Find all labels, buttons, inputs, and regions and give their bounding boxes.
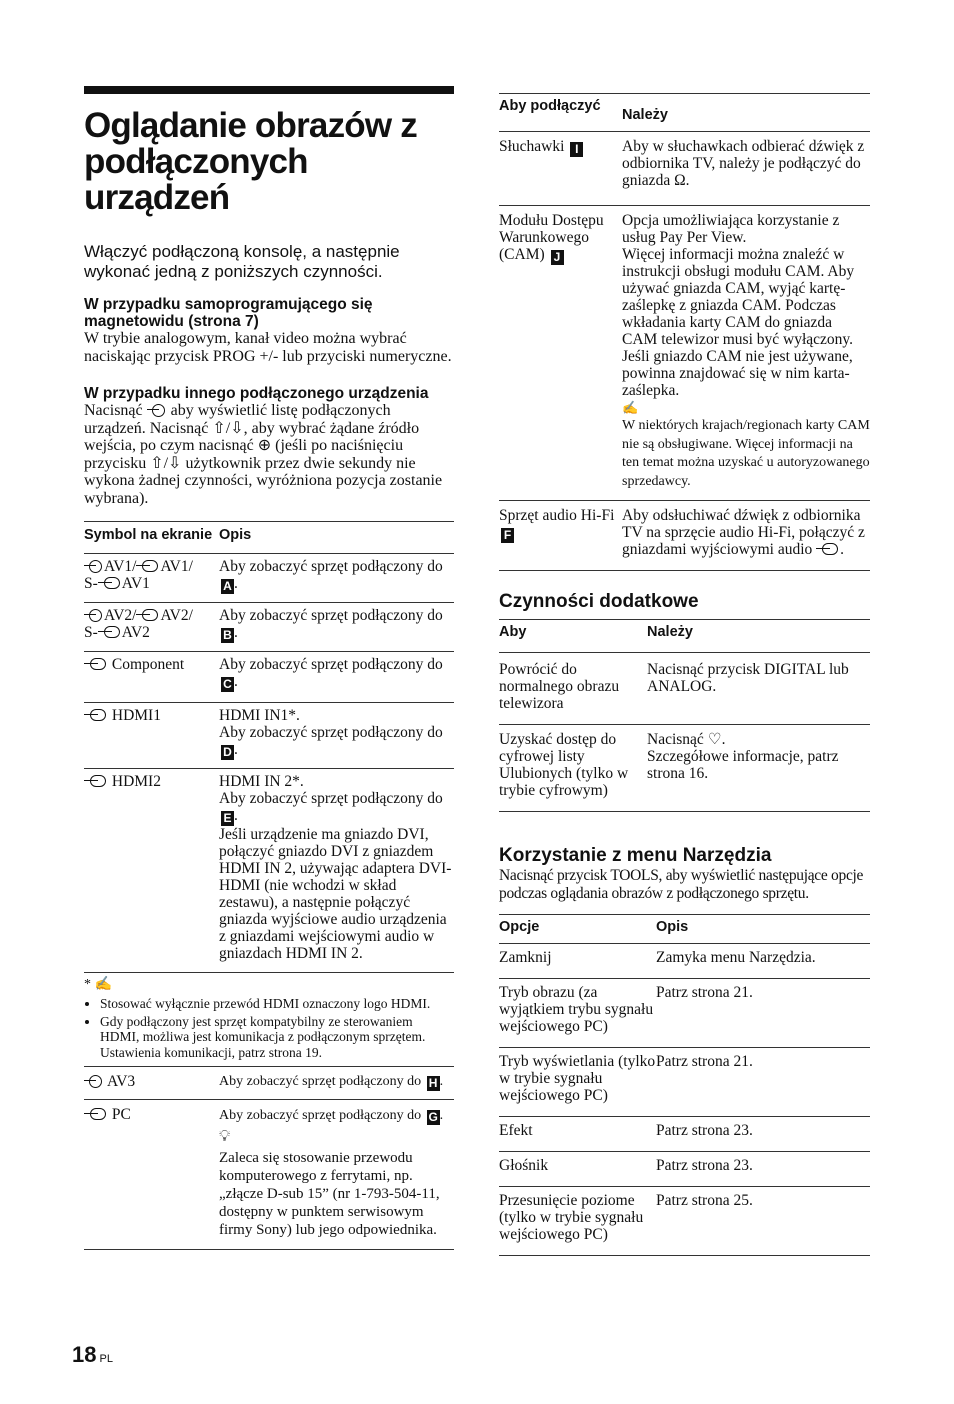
footnote-item: • Gdy podłączony jest sprzęt kompatybilny ze sterowaniem HDMI, możliwa jest komunikacja z podłączonym sprzętem. Ustawienia komunikacji, patrz strona 19. xyxy=(100,1014,454,1061)
vcr-body: W trybie analogowym, kanał video można wybrać naciskając przycisk PROG +/- lub przyciski numeryczne. xyxy=(84,330,452,365)
left-column xyxy=(84,86,454,1250)
table-row: Zamknij Zamyka menu Narzędzia. xyxy=(499,944,870,979)
symbol-table xyxy=(84,521,454,972)
tools-body: Nacisnąć przycisk TOOLS, aby wyświetlić następujące opcje podczas oglądania obrazów z podłączonego sprzętu. xyxy=(499,867,864,902)
header-desc: Opis xyxy=(219,522,454,554)
table-row-av3: AV3 Aby zobaczyć sprzęt podłączony do H . xyxy=(84,1067,454,1100)
table-row-headphones: Słuchawki I Aby w słuchawkach odbierać dźwięk z odbiornika TV, należy je podłączyć do gniazda Ω. xyxy=(499,132,870,206)
header-desc: Opis xyxy=(656,915,870,944)
table-row: Uzyskać dostęp do cyfrowej listy Ulubionych (tylko w trybie cyfrowym) Nacisnąć ♡. Szczegółowe informacje, patrz strona 16. xyxy=(499,725,870,812)
connector-label-box: B xyxy=(221,628,234,643)
video-icon xyxy=(98,576,122,590)
video-icon xyxy=(136,608,160,622)
table-row: Powrócić do normalnego obrazu telewizora Nacisnąć przycisk DIGITAL lub ANALOG. xyxy=(499,653,870,725)
connector-label-box: A xyxy=(221,579,234,594)
connector-label-box: F xyxy=(501,528,514,543)
header-options: Opcje xyxy=(499,915,656,944)
note-pencil-icon: ✍ xyxy=(94,977,112,992)
connector-label-box: D xyxy=(221,745,234,760)
intro-text: Włączyć podłączoną konsolę, a następnie wykonać jedną z poniższych czynności. xyxy=(84,242,400,281)
page-title: Oglądanie obrazów z podłączonych urządzeń xyxy=(84,106,417,217)
table-row-hifi: Sprzęt audio Hi-Fi F Aby odsłuchiwać dźwięk z odbiornika TV na sprzęcie audio Hi-Fi, połączyć z gniazdami wyjściowymi audio . xyxy=(499,501,870,571)
favourite-heart-icon: ♡ xyxy=(707,731,722,748)
header-nalezy: Należy xyxy=(647,620,870,653)
headphones-icon: Ω xyxy=(674,172,686,189)
header-action: Należy xyxy=(622,94,870,132)
connect-table xyxy=(499,93,870,571)
table-row-hdmi1: HDMI1 HDMI IN1*. Aby zobaczyć sprzęt podłączony do D . xyxy=(84,703,454,769)
table-row: Głośnik Patrz strona 23. xyxy=(499,1152,870,1187)
symbol-table-2 xyxy=(84,1066,454,1250)
table-row: Tryb obrazu (za wyjątkiem trybu sygnału wejściowego PC) Patrz strona 21. xyxy=(499,979,870,1048)
table-row: Tryb wyświetlania (tylko w trybie sygnału wejściowego PC) Patrz strona 21. xyxy=(499,1048,870,1117)
table-row-av2: AV2/ AV2/ S- AV2 Aby zobaczyć sprzęt podłączony do B . xyxy=(84,603,454,652)
input-icon xyxy=(84,559,104,573)
connector-label-box: H xyxy=(427,1076,440,1091)
vcr-heading: W przypadku samoprogramującego się magnetowidu (strona 7) xyxy=(84,296,373,330)
video-icon xyxy=(84,657,108,671)
footnote-item: • Stosować wyłącznie przewód HDMI oznaczony logo HDMI. xyxy=(100,996,454,1012)
input-icon xyxy=(84,1074,104,1088)
right-column xyxy=(499,93,870,1256)
table-row: Przesunięcie poziome (tylko w trybie sygnału wejściowego PC) Patrz strona 25. xyxy=(499,1187,870,1256)
title-bar-rule xyxy=(84,86,454,94)
tip-bulb-icon: 💡︎ xyxy=(219,1128,231,1145)
page-number: 18 PL xyxy=(72,1342,113,1367)
header-symbol: Symbol na ekranie xyxy=(84,522,219,554)
note-pencil-icon: ✍ xyxy=(622,400,639,415)
other-device-body: Nacisnąć aby wyświetlić listę podłączonych urządzeń. Nacisnąć ⇧/⇩, aby wybrać żądane źródło wejścia, po czym nacisnąć ⊕ (jeśli po naciśnięciu przycisku ⇧/⇩ użytkownik przez dwie sekundy nie wykona żadnej czynności, wyróżniona pozycja zostanie wybrana). xyxy=(84,402,443,507)
connector-label-box: J xyxy=(551,250,564,265)
extra-heading: Czynności dodatkowe xyxy=(499,591,699,612)
connector-label-box: C xyxy=(221,677,234,692)
audio-out-icon xyxy=(816,542,840,556)
video-icon xyxy=(84,774,108,788)
video-icon xyxy=(98,625,122,639)
table-row: Efekt Patrz strona 23. xyxy=(499,1117,870,1152)
input-icon xyxy=(147,403,167,417)
connector-label-box: G xyxy=(428,1110,438,1124)
table-row-pc: PC Aby zobaczyć sprzęt podłączony do G . 💡︎ Zaleca się stosowanie przewodu komputerowego z ferrytami, np. „złącze D-sub 15” (nr 1-793-504-11, dostępny w punktem serwisowym firmy Sony) lub jego odpowiednika. xyxy=(84,1100,454,1250)
other-device-heading: W przypadku innego podłączonego urządzenia xyxy=(84,385,429,402)
footnote-block: * ✍ • Stosować wyłącznie przewód HDMI oznaczony logo HDMI. • Gdy podłączony jest sprzęt kompatybilny ze sterowaniem HDMI, możliwa jest komunikacja z podłączonym sprzętem. Ustawienia komunikacji, patrz strona 19. xyxy=(84,972,454,1060)
table-row-cam: Modułu Dostępu Warunkowego (CAM) J Opcja umożliwiająca korzystanie z usług Pay Per View. Więcej informacji można znaleźć w instrukcji obsługi modułu CAM. Aby używać gniazda CAM, wyjąć kartę-zaślepkę z gniazda CAM. Podczas wkładania karty CAM do gniazda CAM telewizor musi być wyłączony. Jeśli gniazdo CAM nie jest używane, powinna znajdować się w nim karta-zaślepka. ✍ W niektórych krajach/regionach karty CAM nie są obsługiwane. Więcej informacji na ten temat można uzyskać u autoryzowanego sprzedawcy. xyxy=(499,206,870,501)
tools-heading: Korzystanie z menu Narzędzia xyxy=(499,845,772,866)
extra-table xyxy=(499,619,870,812)
connector-label-box: E xyxy=(221,811,234,826)
header-aby: Aby xyxy=(499,620,647,653)
video-icon xyxy=(84,708,108,722)
input-icon xyxy=(84,608,104,622)
tools-table xyxy=(499,914,870,1256)
header-connect: Aby podłączyć xyxy=(499,94,622,132)
table-row-av1: AV1/ AV1/ S- AV1 Aby zobaczyć sprzęt podłączony do A . xyxy=(84,554,454,603)
table-row-component: Component Aby zobaczyć sprzęt podłączony do C . xyxy=(84,652,454,703)
table-row-hdmi2: HDMI2 HDMI IN 2*. Aby zobaczyć sprzęt podłączony do E . Jeśli urządzenie ma gniazdo DVI, połączyć gniazdo DVI z gniazdem HDMI IN 2, używając adaptera DVI-HDMI (nie wchodzi w skład zestawu), a następnie połączyć gniazda wyjściowe audio urządzenia z gniazdami wejściowymi audio w gniazdach HDMI IN 2. xyxy=(84,769,454,973)
connector-label-box: I xyxy=(570,142,583,157)
video-icon xyxy=(136,559,160,573)
video-icon xyxy=(84,1107,108,1121)
